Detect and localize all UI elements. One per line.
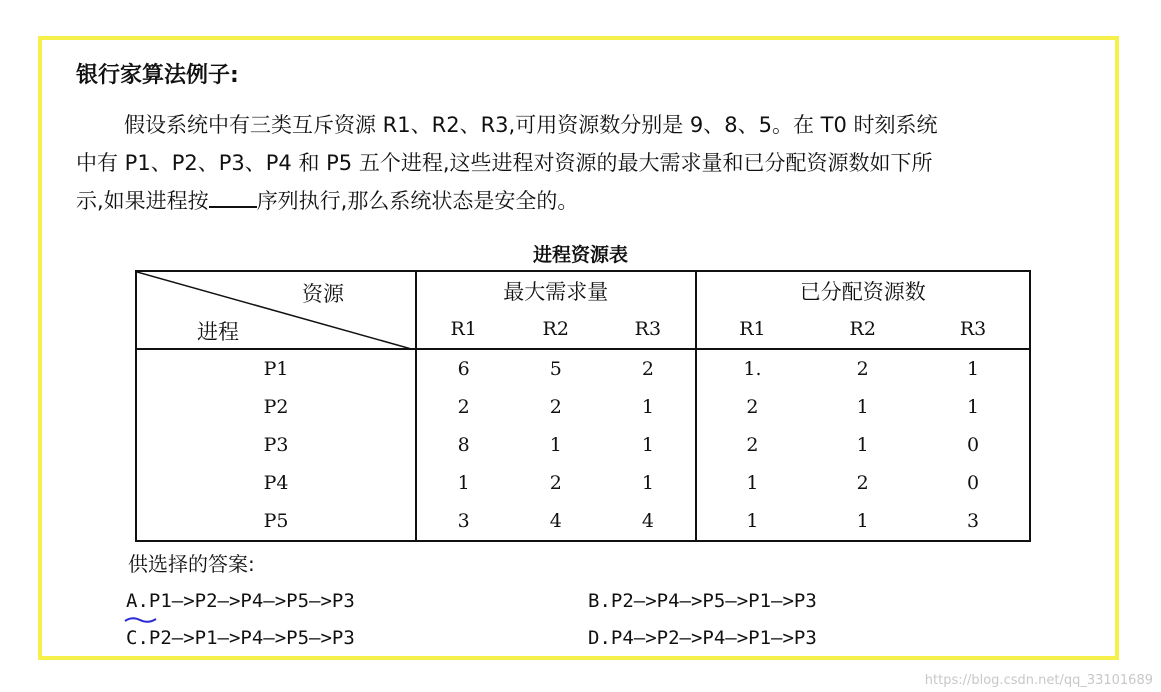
- table-cell: 2: [549, 472, 562, 494]
- table-cell: 2: [457, 396, 470, 418]
- table-cell: 1: [966, 396, 980, 418]
- answer-blank: [209, 186, 257, 208]
- answer-option-a: A.P1—>P2—>P4—>P5—>P3: [126, 590, 355, 612]
- handwritten-underline-mark: [124, 615, 158, 625]
- table-cell: 1: [856, 510, 869, 532]
- table-corner-cell: [136, 271, 416, 349]
- header-max-demand: 最大需求量: [416, 271, 696, 310]
- paragraph-line-1: 假设系统中有三类互斥资源 R1、R2、R3,可用资源数分别是 9、8、5。在 T0 时刻系统: [124, 113, 938, 137]
- table-cell: 3: [966, 510, 980, 532]
- table-cell: 2: [856, 472, 869, 494]
- table-caption: 进程资源表: [532, 244, 628, 266]
- table-cell: 2: [746, 396, 759, 418]
- answer-option-d: D.P4—>P2—>P4—>P1—>P3: [588, 627, 817, 649]
- table-cell: 1: [457, 472, 470, 494]
- subheader-max-r2: R2: [510, 310, 601, 349]
- table-cell: 1: [601, 464, 695, 502]
- table-cell: 5: [549, 358, 562, 380]
- paragraph-line-2: 中有 P1、P2、P3、P4 和 P5 五个进程,这些进程对资源的最大需求量和已分配资源数如下所: [76, 151, 933, 175]
- subheader-alloc-r1: R1: [696, 310, 809, 349]
- table-cell: 4: [549, 510, 562, 532]
- table-cell: 4: [601, 502, 695, 541]
- process-name: P5: [136, 502, 416, 541]
- table-row: [136, 502, 1030, 541]
- resource-table: [135, 270, 1031, 542]
- table-cell: 0: [966, 472, 980, 494]
- table-cell: 2: [549, 396, 562, 418]
- corner-diagonal: [137, 272, 415, 350]
- table-cell: 1.: [743, 358, 762, 380]
- table-cell: 1: [746, 510, 759, 532]
- paragraph-line-3-before: 示,如果进程按: [76, 189, 209, 213]
- question-paragraph: [76, 106, 1106, 220]
- table-row: [136, 349, 1030, 388]
- table-row: [136, 388, 1030, 426]
- corner-process-label: 进程: [197, 320, 239, 344]
- paragraph-line-3-after: 序列执行,那么系统状态是安全的。: [256, 189, 579, 213]
- table-cell: 1: [549, 434, 562, 456]
- table-row: [136, 426, 1030, 464]
- process-name: P3: [136, 426, 416, 464]
- table-cell: 1: [966, 358, 980, 380]
- subheader-max-r1: R1: [416, 310, 510, 349]
- table-cell: 1: [746, 472, 759, 494]
- subheader-alloc-r3: R3: [917, 310, 1030, 349]
- answers-title: 供选择的答案:: [128, 552, 255, 576]
- table-cell: 8: [457, 434, 470, 456]
- answer-option-c: C.P2—>P1—>P4—>P5—>P3: [126, 627, 355, 649]
- table-cell: 6: [457, 358, 470, 380]
- subheader-max-r3: R3: [601, 310, 695, 349]
- table-cell: 1: [856, 396, 869, 418]
- process-name: P2: [136, 388, 416, 426]
- table-cell: 1: [856, 434, 869, 456]
- watermark: https://blog.csdn.net/qq_33101689: [924, 673, 1153, 688]
- table-cell: 1: [601, 388, 695, 426]
- table-cell: 2: [746, 434, 759, 456]
- table-cell: 0: [966, 434, 980, 456]
- table-cell: 3: [457, 510, 470, 532]
- page-title: 银行家算法例子:: [76, 63, 239, 88]
- subheader-alloc-r2: R2: [808, 310, 917, 349]
- header-allocated: 已分配资源数: [799, 280, 926, 304]
- process-name: P1: [136, 349, 416, 388]
- answer-option-b: B.P2—>P4—>P5—>P1—>P3: [588, 590, 817, 612]
- table-cell: 2: [856, 358, 869, 380]
- table-row: [136, 464, 1030, 502]
- process-name: P4: [136, 464, 416, 502]
- corner-resource-label: 资源: [302, 282, 344, 306]
- paragraph-line-3: [76, 182, 1106, 220]
- table-cell: 1: [601, 426, 695, 464]
- table-cell: 2: [601, 349, 695, 388]
